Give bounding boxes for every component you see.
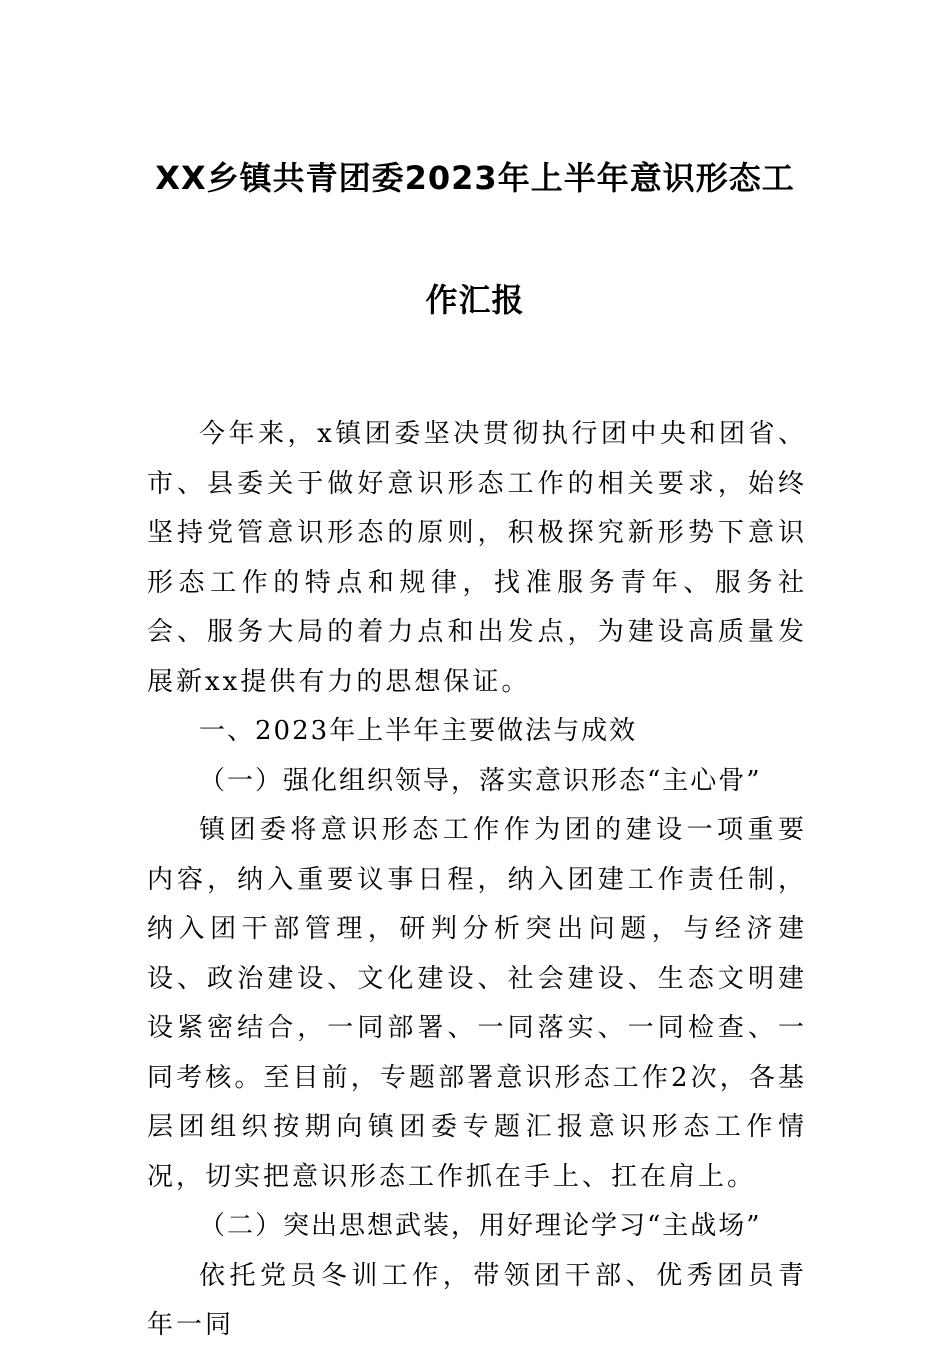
subsection-1-heading: （一）强化组织领导，落实意识形态“主心骨”: [199, 765, 762, 796]
document-title-line-1: XX乡镇共青团委2023年上半年意识形态工: [155, 159, 795, 197]
document-body: [147, 410, 807, 1351]
subsection-2-heading: （二）突出思想武装，用好理论学习“主战场”: [199, 1211, 762, 1241]
subsection-2-paragraph: 依托党员冬训工作，带领团干部、优秀团员青年一同: [147, 1260, 807, 1340]
section-1-heading: 一、2023年上半年主要做法与成效: [199, 716, 638, 746]
intro-paragraph: 今年来，x镇团委坚决贯彻执行团中央和团省、市、县委关于做好意识形态工作的相关要求，始终坚持党管意识形态的原则，积极探究新形势下意识形态工作的特点和规律，找准服务青年、服务社会、服务大局的着力点和出发点，为建设高质量发展新xx提供有力的思想保证。: [147, 419, 807, 697]
subsection-1-paragraph: 镇团委将意识形态工作作为团的建设一项重要内容，纳入重要议事日程，纳入团建工作责任制，纳入团干部管理，研判分析突出问题，与经济建设、政治建设、文化建设、社会建设、生态文明建设紧密结合，一同部署、一同落实、一同检查、一同考核。至目前，专题部署意识形态工作2次，各基层团组织按期向镇团委专题汇报意识形态工作情况，切实把意识形态工作抓在手上、扛在肩上。: [147, 815, 807, 1192]
document-title-line-2: 作汇报: [425, 281, 525, 319]
